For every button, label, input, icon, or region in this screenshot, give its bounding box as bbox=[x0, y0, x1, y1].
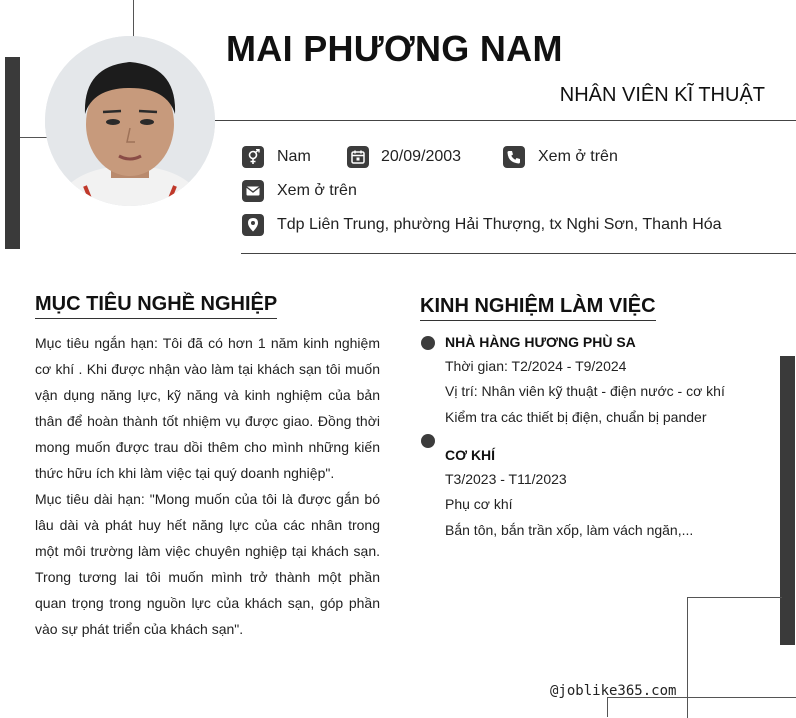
info-divider bbox=[241, 253, 796, 254]
profile-photo bbox=[45, 36, 215, 206]
candidate-name: MAI PHƯƠNG NAM bbox=[226, 28, 563, 69]
decorative-corner bbox=[687, 597, 782, 718]
gender-icon bbox=[242, 146, 264, 168]
experience-description: Kiểm tra các thiết bị điện, chuẩn bị pander bbox=[445, 409, 707, 425]
experience-period: Thời gian: T2/2024 - T9/2024 bbox=[445, 358, 627, 374]
gender-value: Nam bbox=[277, 148, 311, 165]
experience-title: KINH NGHIỆM LÀM VIỆC bbox=[420, 295, 656, 321]
job-title: NHÂN VIÊN KĨ THUẬT bbox=[559, 84, 765, 106]
birthdate-value: 20/09/2003 bbox=[381, 148, 462, 165]
address-value: Tdp Liên Trung, phường Hải Thượng, tx Nghi Sơn, Thanh Hóa bbox=[277, 216, 722, 233]
experience-period: T3/2023 - T11/2023 bbox=[445, 471, 567, 487]
email-value: Xem ở trên bbox=[277, 182, 357, 199]
header-divider bbox=[215, 120, 796, 121]
experience-position: Phụ cơ khí bbox=[445, 496, 513, 512]
experience-company: NHÀ HÀNG HƯƠNG PHÙ SA bbox=[445, 334, 636, 350]
timeline-bullet bbox=[421, 336, 435, 350]
experience-company: CƠ KHÍ bbox=[445, 447, 496, 463]
experience-description: Bắn tôn, bắn trần xốp, làm vách ngăn,... bbox=[445, 522, 694, 538]
email-icon bbox=[242, 180, 264, 202]
objective-text bbox=[35, 330, 380, 642]
phone-icon bbox=[503, 146, 525, 168]
objective-title: MỤC TIÊU NGHỀ NGHIỆP bbox=[35, 293, 277, 319]
right-accent-bar bbox=[780, 356, 795, 645]
decorative-line bbox=[607, 697, 608, 717]
short-term-goal: Mục tiêu ngắn hạn: Tôi đã có hơn 1 năm kinh nghiệm cơ khí . Khi được nhận vào làm tại khách sạn tôi muốn vận dụng năng lực, kỹ năng và kinh nghiệm của bản thân để hoàn thành tốt nhiệm vụ được giao. Đồng thời mong muốn được trau dồi thêm cho mình những kiến thức hữu ích khi làm việc tại quý doanh nghiệp". bbox=[35, 335, 380, 481]
watermark-text: @joblike365.com bbox=[550, 683, 677, 699]
location-icon bbox=[242, 214, 264, 236]
experience-position: Vị trí: Nhân viên kỹ thuật - điện nước - cơ khí bbox=[445, 383, 725, 399]
timeline-bullet bbox=[421, 434, 435, 448]
decorative-line bbox=[20, 137, 50, 138]
calendar-icon bbox=[347, 146, 369, 168]
phone-value: Xem ở trên bbox=[538, 148, 618, 165]
left-accent-bar bbox=[5, 57, 20, 249]
long-term-goal: Mục tiêu dài hạn: "Mong muốn của tôi là được gắn bó lâu dài và phát huy hết năng lực của các nhân trong một môi trường làm việc chuyên nghiệp tại khách sạn. Trong tương lai tôi muốn mình trở thành một phần quan trọng trong nguồn lực của khách sạn, góp phần vào sự phát triển của khách sạn". bbox=[35, 491, 380, 637]
decorative-line bbox=[133, 0, 134, 40]
